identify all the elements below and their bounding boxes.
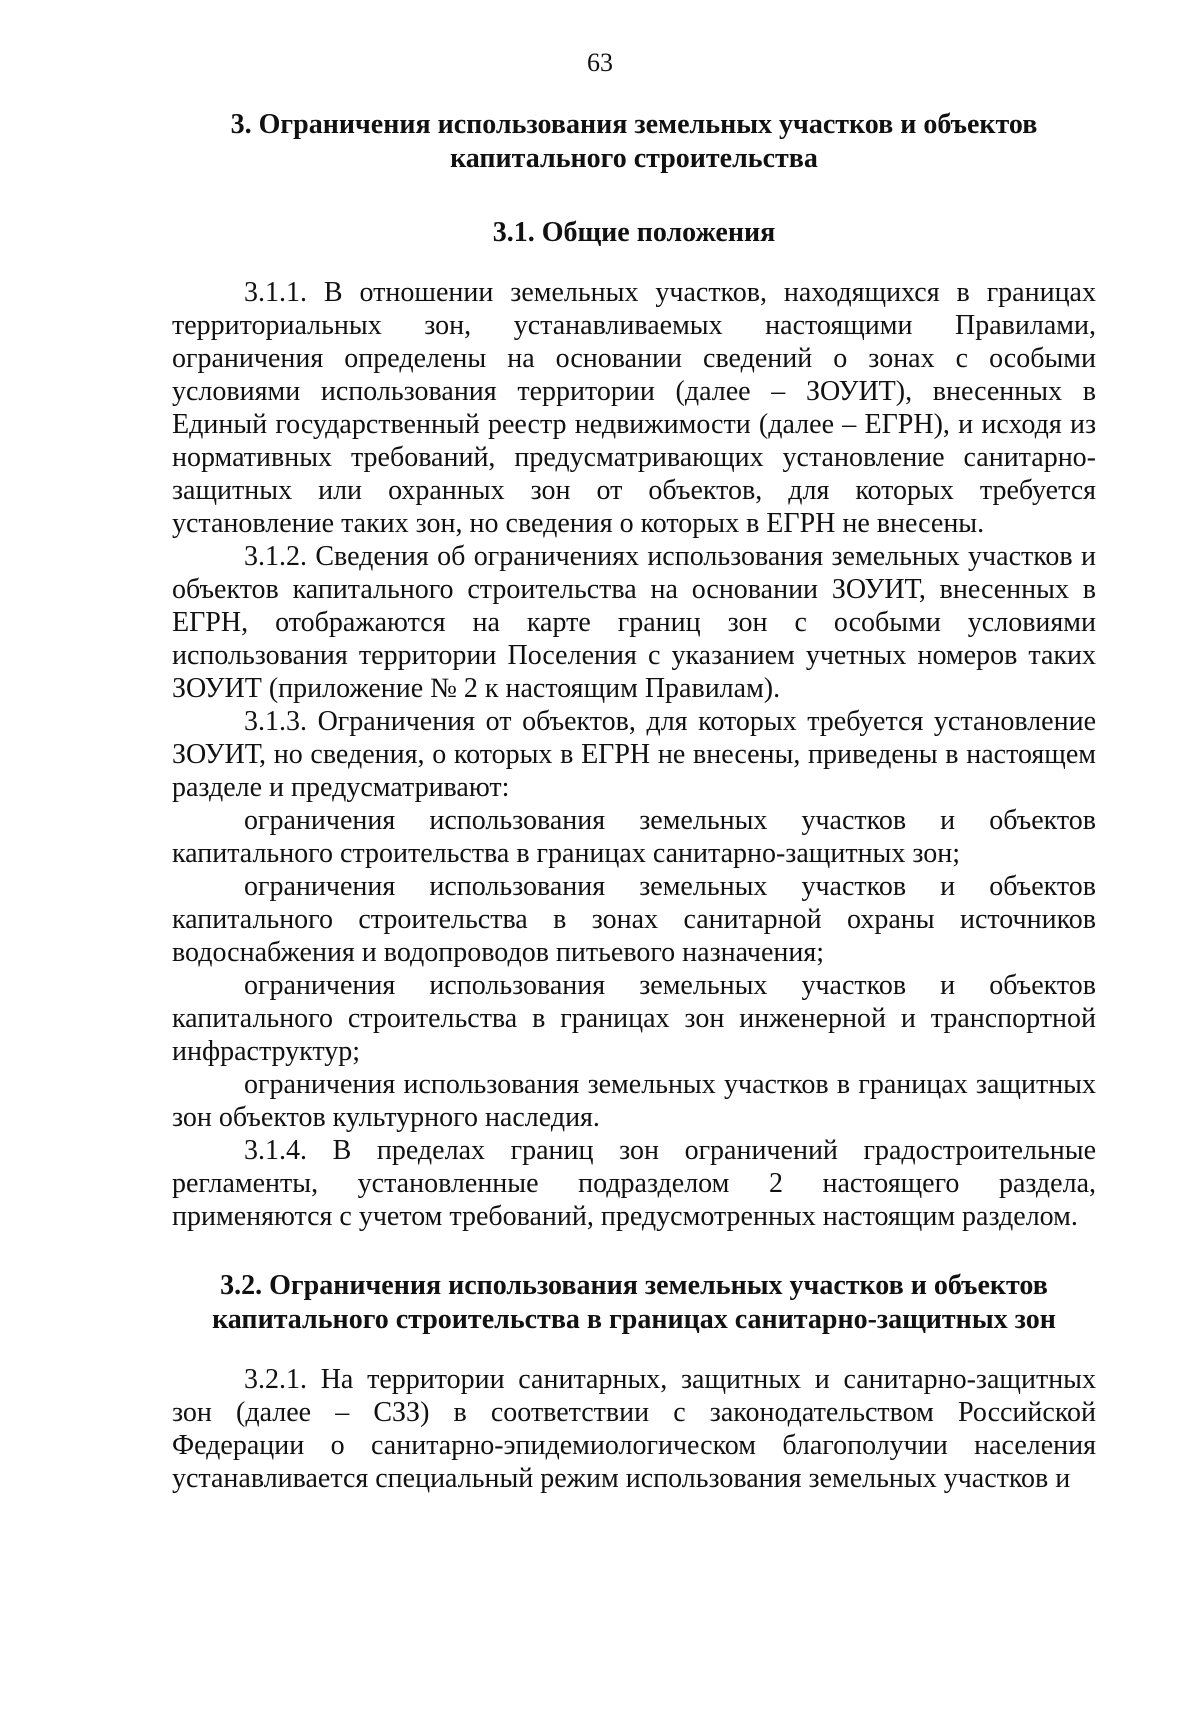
paragraph-3-2-1: 3.2.1. На территории санитарных, защитных и санитарно-защитных зон (далее – СЗЗ) в соответствии с законодательством Российской Федерации о санитарно-эпидемиологическом благополучии населения устанавливается специальный режим использования земельных участков и: [172, 1364, 1096, 1494]
page-number: 63: [587, 48, 613, 77]
list-item-water-protection: ограничения использования земельных участков и объектов капитального строительства в зонах санитарной охраны источников водоснабжения и водопроводов питьевого назначения;: [172, 871, 1096, 968]
paragraph-3-1-4: 3.1.4. В пределах границ зон ограничений градостроительные регламенты, установленные подразделом 2 настоящего раздела, применяются с учетом требований, предусмотренных настоящим разделом.: [172, 1135, 1096, 1232]
list-item-sanitary-zones: ограничения использования земельных участков и объектов капитального строительства в границах санитарно-защитных зон;: [172, 805, 1096, 869]
section-3-2-title-line-2: капитального строительства в границах санитарно-защитных зон: [212, 1304, 1056, 1335]
section-3-2-title-line-1: 3.2. Ограничения использования земельных участков и объектов: [220, 1270, 1048, 1301]
section-3-title: [172, 108, 1096, 176]
section-3-2-title: [172, 1269, 1096, 1337]
paragraph-3-1-3: 3.1.3. Ограничения от объектов, для которых требуется установление ЗОУИТ, но сведения, о которых в ЕГРН не внесены, приведены в настоящем разделе и предусматривают:: [172, 706, 1096, 803]
paragraph-3-1-2: 3.1.2. Сведения об ограничениях использования земельных участков и объектов капитального строительства на основании ЗОУИТ, внесенных в ЕГРН, отображаются на карте границ зон с особыми условиями использования территории Поселения с указанием учетных номеров таких ЗОУИТ (приложение № 2 к настоящим Правилам).: [172, 541, 1096, 704]
section-3-title-line-2: капитального строительства: [450, 143, 818, 174]
document-content: [172, 108, 1096, 1495]
section-3-title-line-1: 3. Ограничения использования земельных участков и объектов: [230, 109, 1038, 140]
section-3-1-title: 3.1. Общие положения: [492, 217, 776, 248]
list-item-infrastructure-zones: ограничения использования земельных участков и объектов капитального строительства в границах зон инженерной и транспортной инфраструктур;: [172, 970, 1096, 1067]
list-item-heritage-zones: ограничения использования земельных участков в границах защитных зон объектов культурного наследия.: [172, 1069, 1096, 1133]
paragraph-3-1-1: 3.1.1. В отношении земельных участков, находящихся в границах территориальных зон, устанавливаемых настоящими Правилами, ограничения определены на основании сведений о зонах с особыми условиями использования территории (далее – ЗОУИТ), внесенных в Единый государственный реестр недвижимости (далее – ЕГРН), и исходя из нормативных требований, предусматривающих установление санитарно-защитных или охранных зон от объектов, для которых требуется установление таких зон, но сведения о которых в ЕГРН не внесены.: [172, 277, 1096, 539]
